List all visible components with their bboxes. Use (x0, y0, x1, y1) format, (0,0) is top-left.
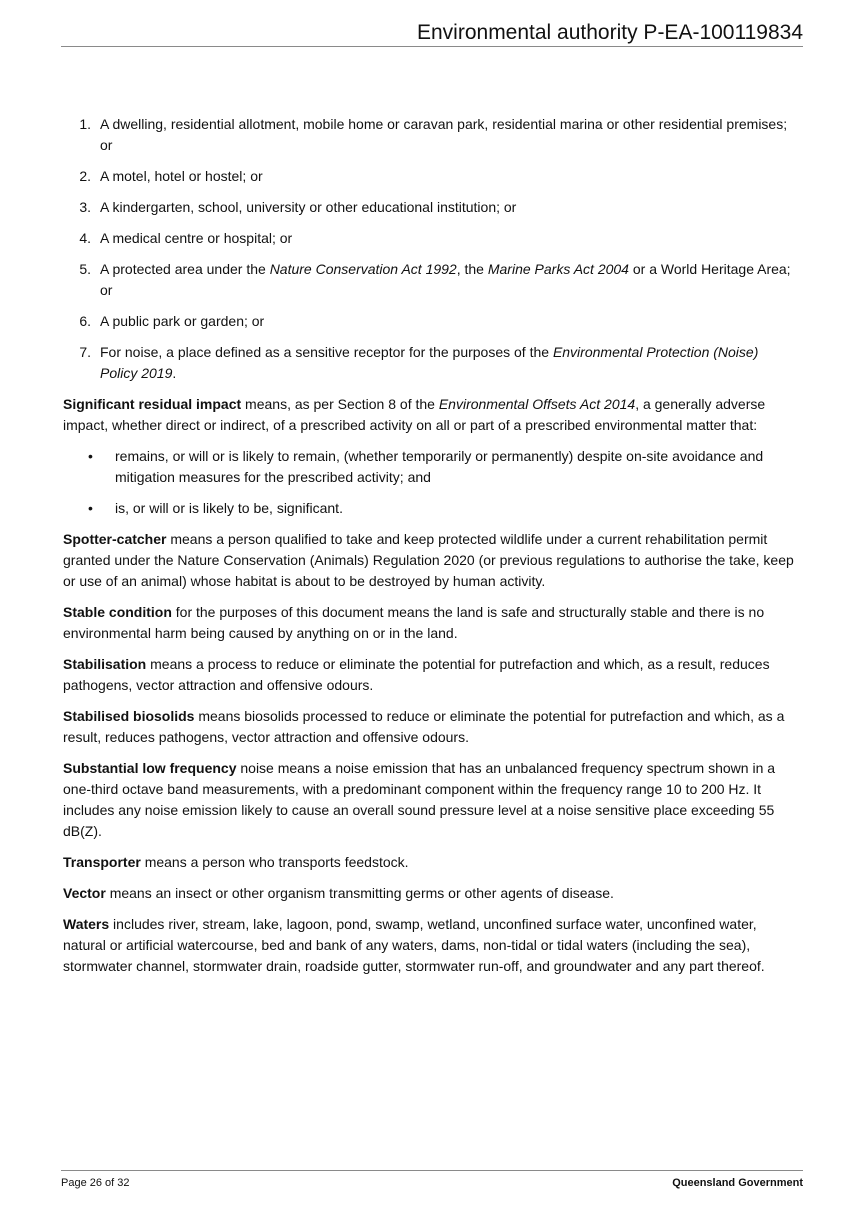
definition-term: Stabilisation (63, 656, 147, 672)
list-number: 2. (79, 168, 91, 184)
text-run: for the purposes of this document means the land is safe and structurally stable and there is no environmental harm being caused by anything on or in the land. (63, 604, 765, 641)
definition-term: Waters (63, 916, 110, 932)
text-run: A dwelling, residential allotment, mobile home or caravan park, residential marina or other residential premises; or (100, 116, 788, 153)
text-run: means an insect or other organism transmitting germs or other agents of disease. (105, 885, 614, 901)
list-item (63, 166, 798, 187)
definition-term: Significant residual impact (63, 396, 242, 412)
text-run: , a generally adverse impact, whether direct or indirect, of a prescribed activity on all or part of a prescribed environmental matter that: (63, 396, 766, 433)
definition-term: Spotter-catcher (63, 531, 167, 547)
footer-brand: Queensland Government (672, 1177, 803, 1189)
bullet-icon: • (88, 448, 93, 464)
list-number: 4. (79, 230, 91, 246)
definition-term: Transporter (63, 854, 141, 870)
list-text (100, 197, 798, 218)
list-item (63, 311, 798, 332)
text-run: means biosolids processed to reduce or eliminate the potential for putrefaction and which, as a result, reduces pathogens, vector attraction and offensive odours. (63, 708, 785, 745)
text-run: means a person qualified to take and keep protected wildlife under a current rehabilitation permit granted under the Nature Conservation (Animals) Regulation 2020 (or previous regulations to authorise the take, keep or use of an animal) whose habitat is about to be destroyed by human activity. (63, 531, 794, 589)
text-run: means, as per Section 8 of the (241, 396, 439, 412)
list-number: 1. (79, 116, 91, 132)
bullet-item (63, 446, 798, 488)
definition (63, 394, 798, 436)
list-text (100, 342, 798, 384)
italic-text: Marine Parks Act 2004 (487, 261, 629, 277)
text-run: includes river, stream, lake, lagoon, pond, swamp, wetland, unconfined surface water, unconfined water, natural or artificial watercourse, bed and bank of any waters, dams, non-tidal or tidal waters (including the sea), stormwater channel, stormwater drain, roadside gutter, stormwater run-off, and groundwater and any part thereof. (63, 916, 765, 974)
definition (63, 602, 798, 644)
text-run: A public park or garden; or (100, 313, 265, 329)
text-run: A motel, hotel or hostel; or (100, 168, 263, 184)
list-text (100, 311, 798, 332)
list-number: 6. (79, 313, 91, 329)
list-item (63, 114, 798, 156)
list-number: 5. (79, 261, 91, 277)
list-item (63, 228, 798, 249)
definition (63, 883, 798, 904)
definition-term: Stable condition (63, 604, 172, 620)
page-content (63, 114, 798, 987)
list-text (100, 114, 798, 156)
page-number: Page 26 of 32 (61, 1177, 130, 1189)
definition (63, 852, 798, 873)
text-run: means a process to reduce or eliminate the potential for putrefaction and which, as a result, reduces pathogens, vector attraction and offensive odours. (63, 656, 770, 693)
bullet-text: is, or will or is likely to be, significant. (115, 500, 343, 516)
definition (63, 529, 798, 592)
definition-term: Vector (63, 885, 106, 901)
text-run: means a person who transports feedstock. (140, 854, 409, 870)
definition (63, 914, 798, 977)
italic-text: Environmental Offsets Act 2014 (438, 396, 636, 412)
definition (63, 654, 798, 696)
page-footer (61, 1170, 803, 1195)
definition-term: Stabilised biosolids (63, 708, 195, 724)
list-text (100, 228, 798, 249)
sensitive-place-list (63, 114, 798, 384)
text-run: A medical centre or hospital; or (100, 230, 293, 246)
bullet-text: remains, or will or is likely to remain, (whether temporarily or permanently) despite on-site avoidance and mitigation measures for the prescribed activity; and (115, 448, 764, 485)
page-header (61, 20, 803, 47)
list-item (63, 259, 798, 301)
definition (63, 758, 798, 842)
text-run: , the (456, 261, 488, 277)
text-run: For noise, a place defined as a sensitive receptor for the purposes of the (100, 344, 553, 360)
text-run: noise means a noise emission that has an unbalanced frequency spectrum shown in a one-third octave band measurements, with a predominant component within the frequency range 10 to 200 Hz. It includes any noise emission likely to cause an overall sound pressure level at a noise sensitive place exceeding 55 dB(Z). (63, 760, 776, 839)
definition-term: Substantial low frequency (63, 760, 237, 776)
bullet-icon: • (88, 500, 93, 516)
list-number: 7. (79, 344, 91, 360)
list-number: 3. (79, 199, 91, 215)
text-run: A protected area under the (100, 261, 270, 277)
definitions (63, 394, 798, 977)
definition (63, 706, 798, 748)
list-item (63, 197, 798, 218)
italic-text: Nature Conservation Act 1992 (269, 261, 457, 277)
list-text (100, 166, 798, 187)
italic-text: Environmental Protection (Noise) Policy 2019 (100, 344, 759, 381)
text-run: or a World Heritage Area; or (100, 261, 791, 298)
bullet-item (63, 498, 798, 519)
bullet-list (63, 446, 798, 519)
document-title: Environmental authority P-EA-100119834 (416, 21, 803, 44)
text-run: A kindergarten, school, university or other educational institution; or (100, 199, 517, 215)
list-item (63, 342, 798, 384)
list-text (100, 259, 798, 301)
text-run: . (172, 365, 177, 381)
